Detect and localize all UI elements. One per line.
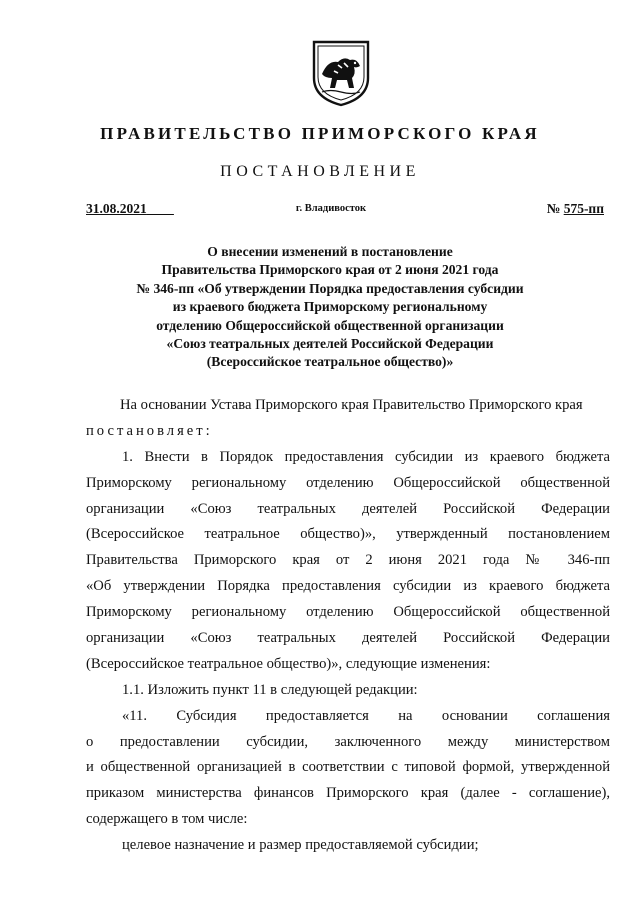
document-body: [86, 393, 610, 859]
heading-line: отделению Общероссийской общественной организации: [156, 317, 504, 333]
body-line: и общественной организацией в соответствии с типовой формой, утвержденной: [86, 759, 610, 776]
body-line: «Об утверждении Порядка предоставления субсидии из краевого бюджета: [86, 578, 610, 595]
number-value: 575-пп: [563, 201, 604, 216]
body-line: целевое назначение и размер предоставляемой субсидии;: [122, 837, 479, 854]
body-line: организации «Союз театральных деятелей Российской Федерации: [86, 500, 610, 517]
body-line: о предоставлении субсидии, заключенного между министерством: [86, 733, 610, 750]
document-heading: [60, 243, 600, 372]
body-line: На основании Устава Приморского края Правительство Приморского края: [120, 397, 583, 413]
government-title: ПРАВИТЕЛЬСТВО ПРИМОРСКОГО КРАЯ: [100, 124, 540, 143]
body-line: приказом министерства финансов Приморского края (далее - соглашение),: [86, 785, 610, 802]
date-value: 31.08.2021: [86, 201, 147, 216]
body-line: (Всероссийское театральное общество)», утвержденный постановлением: [86, 526, 610, 543]
document-type: ПОСТАНОВЛЕНИЕ: [220, 163, 420, 180]
body-line: «11. Субсидия предоставляется на основании соглашения: [122, 707, 610, 724]
heading-line: «Союз театральных деятелей Российской Федерации: [166, 336, 494, 352]
city: г. Владивосток: [295, 203, 367, 214]
body-line: 1. Внести в Порядок предоставления субсидии из краевого бюджета: [122, 448, 610, 465]
body-line: Правительства Приморского края от 2 июня 2021 года № 346-пп: [86, 552, 610, 569]
coat-of-arms-icon: [310, 38, 372, 108]
number-prefix: №: [546, 201, 561, 216]
body-line: (Всероссийское театральное общество)», следующие изменения:: [86, 655, 491, 672]
date-underline: ____: [146, 201, 174, 216]
heading-line: Правительства Приморского края от 2 июня 2021 года: [161, 262, 499, 278]
body-line: Приморскому региональному отделению Общероссийской общественной: [86, 604, 610, 621]
body-line: 1.1. Изложить пункт 11 в следующей редакции:: [122, 681, 418, 698]
heading-line: № 346-пп «Об утверждении Порядка предоставления субсидии: [136, 280, 524, 296]
heading-line: О внесении изменений в постановление: [207, 244, 453, 259]
body-line: Приморскому региональному отделению Общероссийской общественной: [86, 474, 610, 491]
heading-line: (Всероссийское театральное общество)»: [206, 354, 454, 370]
body-line: постановляет:: [86, 422, 213, 439]
body-line: организации «Союз театральных деятелей Российской Федерации: [86, 630, 610, 647]
document-number: [547, 201, 604, 217]
heading-line: из краевого бюджета Приморскому региональному: [172, 299, 488, 315]
body-line: содержащего в том числе:: [86, 811, 248, 828]
